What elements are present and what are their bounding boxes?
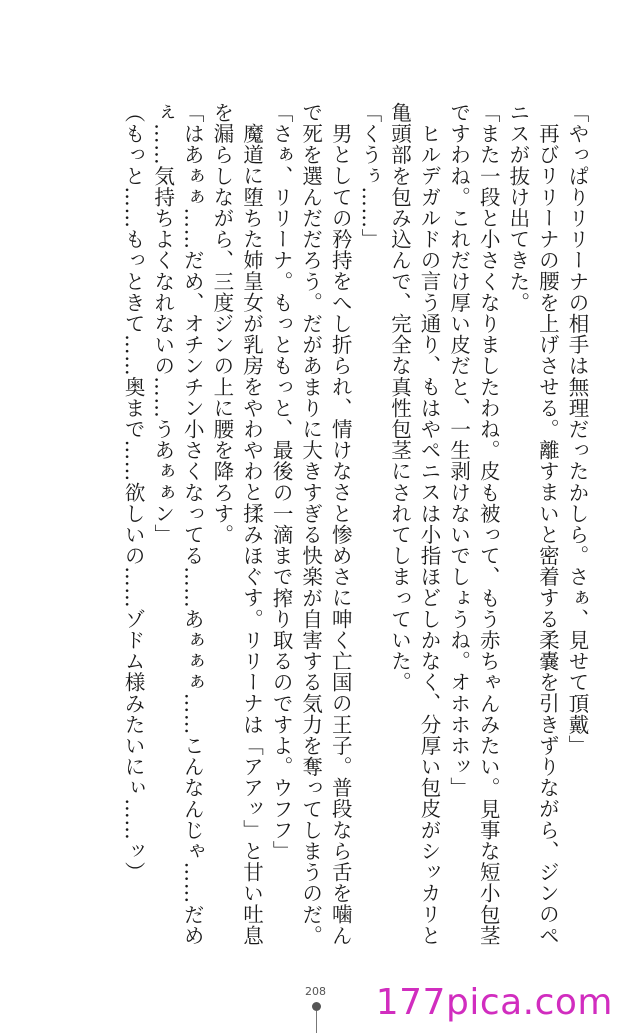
text-line: 「やっぱりリリーナの相手は無理だったかしら。さぁ、見せて頂戴」 — [565, 102, 589, 757]
text-line: 魔道に堕ちた姉皇女が乳房をやわやわと揉みほぐす。リリーナは「アアッ」と甘い吐息 — [239, 122, 264, 946]
text-line: ヒルデガルドの言う通り、もはやペニスは小指ほどしかなく、分厚い包皮がシッカリと — [417, 122, 442, 946]
text-line: 「くうぅ……」 — [357, 102, 382, 250]
page-marker-line — [316, 1011, 317, 1033]
watermark: 177pica.com — [375, 982, 613, 1023]
text-line: を漏らしながら、三度ジンの上に腰を降ろす。 — [209, 102, 234, 546]
text-line: 「また一段と小さくなりましたわね。皮も被って、もう赤ちゃんみたい。見事な短小包茎 — [476, 102, 501, 946]
text-line: 「はあぁぁ……だめ、オチンチン小さくなってる……あぁぁぁ……こんなんじゃ……だめ — [180, 102, 205, 946]
text-line: ニスが抜け出てきた。 — [505, 102, 530, 313]
page-number: 208 — [305, 985, 326, 998]
text-line: ぇ……気持ちよくなれないの……うあぁぁン」 — [150, 102, 175, 546]
text-line: で死を選んだだろう。だがあまりに大きすぎる快楽が自害する気力を奪ってしまうのだ。 — [298, 102, 323, 946]
vertical-text-body — [31, 102, 591, 982]
text-line: （もっと……もっときて……奥まで……欲しいの……ゾドム様みたいにぃ……ッ） — [121, 102, 146, 883]
text-line: 「さぁ、リリーナ。もっともっと、最後の一滴まで搾り取るのですよ。ウフフ」 — [269, 102, 294, 862]
text-line: ですわね。これだけ厚い皮だと、一生剥けないでしょうね。オホホホッ」 — [446, 102, 471, 799]
text-line: 亀頭部を包み込んで、完全な真性包茎にされてしまっていた。 — [387, 102, 412, 693]
page-marker-dot — [312, 1002, 321, 1011]
text-line: 男としての矜持をへし折られ、情けなさと惨めさに呻く亡国の王子。普段なら舌を噛ん — [328, 122, 353, 946]
text-line: 再びリリーナの腰を上げさせる。離すまいと密着する柔嚢を引きずりながら、ジンのペ — [535, 122, 560, 946]
